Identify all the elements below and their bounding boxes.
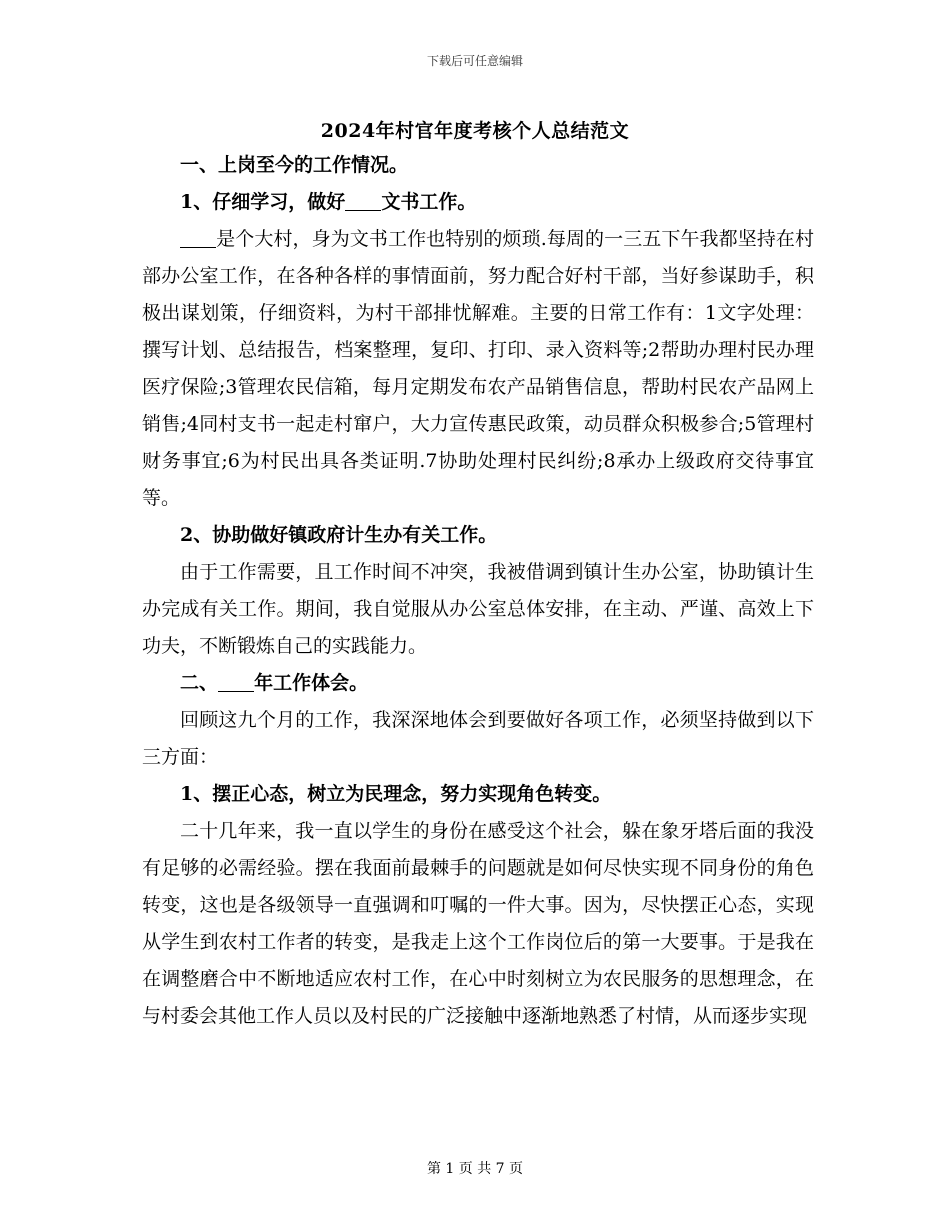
paragraph-2: 由于工作需要，且工作时间不冲突，我被借调到镇计生办公室，协助镇计生办完成有关工作。期间，我自觉服从办公室总体安排，在主动、严谨、高效上下功夫，不断锻炼自己的实践能力。 [142, 561, 814, 657]
blank-underline [345, 189, 381, 211]
page-header-note: 下载后可任意编辑 [426, 54, 523, 68]
page-footer-page-number: 第 1 页 共 7 页 [426, 1161, 524, 1177]
paragraph-4: 二十几年来，我一直以学生的身份在感受这个社会，躲在象牙塔后面的我没有足够的必需经验。摆在我面前最棘手的问题就是如何尽快实现不同身份的角色转变，这也是各级领导一直强调和叮嘱的一件大事。因为，尽快摆正心态，实现从学生到农村工作者的转变，是我走上这个工作岗位后的第一大要事。于是我在在调整磨合中不断地适应农村工作，在心中时刻树立为农民服务的思想理念，在与村委会其他工作人员以及村民的广泛接触中逐渐地熟悉了村情，从而逐步实现 [142, 820, 814, 1027]
blank-underline [180, 226, 216, 248]
section2-heading [142, 665, 814, 702]
item1-heading-before: 1、仔细学习，做好 [180, 191, 346, 213]
section1-heading: 一、上岗至今的工作情况。 [180, 154, 409, 176]
paragraph-1-text: 是个大村，身为文书工作也特别的烦琐.每周的一三五下午我都坚持在村部办公室工作，在各种各样的事情面前，努力配合好村干部，当好参谋助手，积极出谋划策，仔细资料，为村干部排忧解难。主要的日常工作有：1文字处理：撰写计划、总结报告，档案整理，复印、打印、录入资料等;2帮助办理村民办理医疗保险;3管理农民信箱，每月定期发布农产品销售信息，帮助村民农产品网上销售;4同村支书一起走村窜户，大力宣传惠民政策，动员群众积极参合;5管理村财务事宜;6为村民出具各类证明.7协助处理村民纠纷;8承办上级政府交待事宜等。 [142, 228, 814, 509]
paragraph-3: 回顾这九个月的工作，我深深地体会到要做好各项工作，必须坚持做到以下三方面： [142, 709, 814, 768]
paragraph-1 [142, 221, 814, 517]
blank-underline [218, 670, 254, 692]
item1-heading-after: 文书工作。 [381, 191, 477, 213]
document-title: 2024年村官年度考核个人总结范文 [320, 120, 630, 142]
section2-heading-after: 年工作体会。 [254, 672, 369, 694]
item1-heading [142, 184, 814, 221]
document-body [142, 147, 814, 1035]
item3-heading: 1、摆正心态，树立为民理念，努力实现角色转变。 [180, 783, 612, 805]
item2-heading: 2、协助做好镇政府计生办有关工作。 [180, 524, 498, 546]
section2-heading-before: 二、 [180, 672, 219, 694]
